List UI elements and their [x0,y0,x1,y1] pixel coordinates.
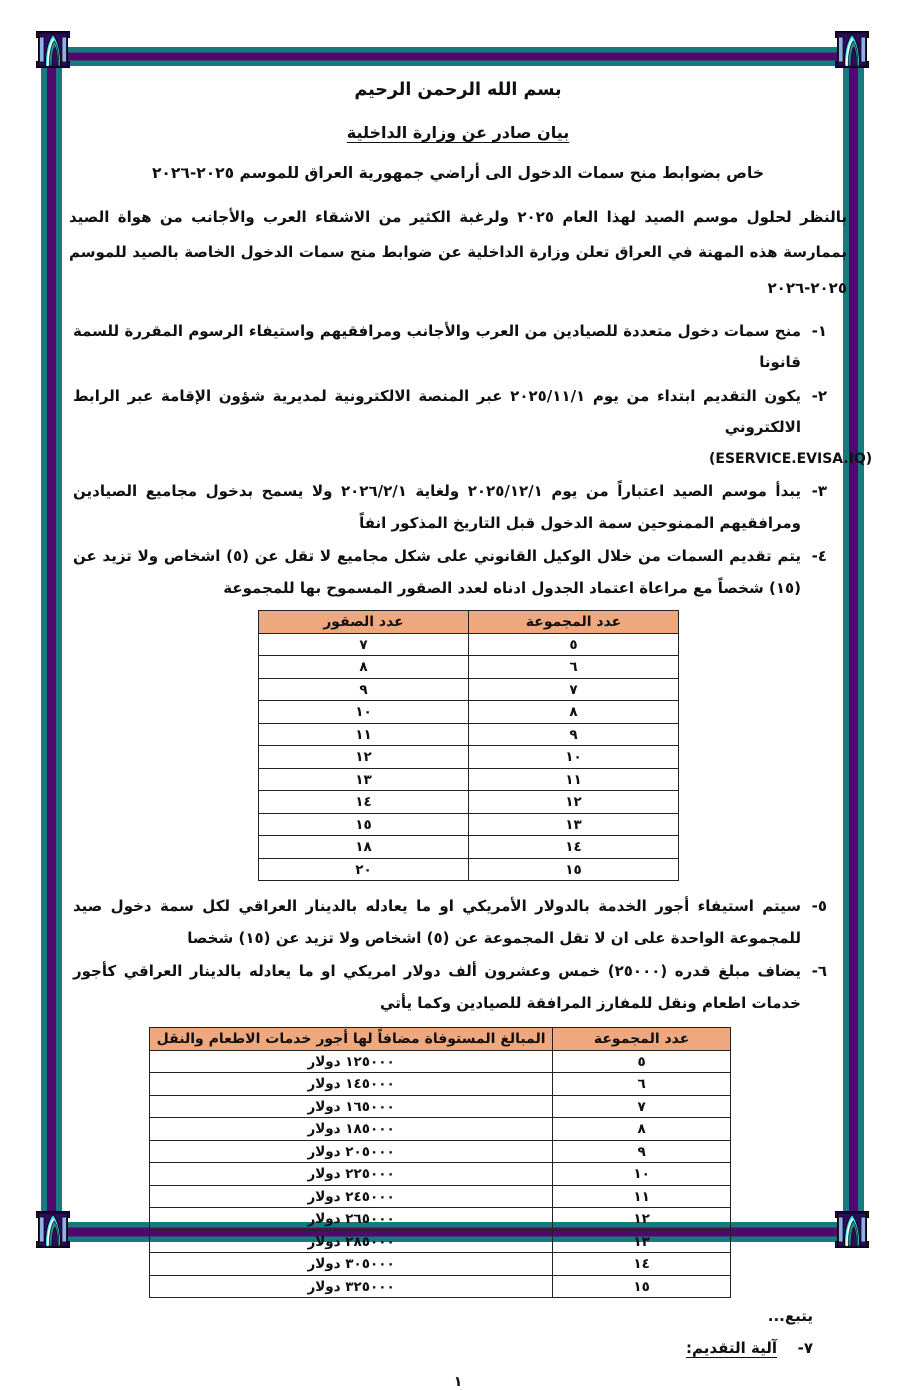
basmala-line: بسم الله الرحمن الرحيم [354,80,562,100]
list-item-number: ٣- [811,482,827,501]
corner-arch-ornament-icon [36,31,70,68]
table-cell: ٢٠٥٠٠٠ دولار [150,1140,553,1163]
table-cell: ١٥ [469,858,679,881]
table-cell: ١٢ [259,746,469,769]
table-header-cell: عدد الصقور [259,611,469,634]
clause-7-label: آلية التقديم: [686,1339,777,1358]
table-row [150,1073,731,1096]
table-row [150,1118,731,1141]
table-cell: ٦ [469,656,679,679]
table-cell: ٣٠٥٠٠٠ دولار [150,1253,553,1276]
table-cell: ١٥ [553,1275,731,1298]
list-item-text: يكون التقديم ابتداء من يوم ٢٠٢٥/١١/١ عبر المنصة الالكترونية لمديرية شؤون الإقامة عبر الرابط الالكتروني [73,386,801,437]
table-cell: ٥ [553,1050,731,1073]
list-item-text: منح سمات دخول متعددة للصيادين من العرب والأجانب ومرافقيهم واستيفاء الرسوم المقررة للسمة قانونا [73,321,801,372]
table-header-cell: عدد المجموعة [553,1028,731,1051]
document-content [69,80,873,1390]
falcons-per-group-table [258,610,679,881]
intro-paragraph: بالنظر لحلول موسم الصيد لهذا العام ٢٠٢٥ ولرغبة الكثير من الاشقاء العرب والأجانب من هواة الصيد بممارسة هذه المهنة في العراق تعلن وزارة الداخلية عن ضوابط منح سمات الدخول الخاصة بالصيد للموسم ٢٠٢٥-٢٠٢٦ [69,208,847,297]
table-cell: ١٤ [259,791,469,814]
continued-note: يتبع... [767,1307,813,1326]
table-cell: ٨ [469,701,679,724]
table-header-cell: عدد المجموعة [469,611,679,634]
list-item-number: ٢- [811,386,827,405]
table-header-row [150,1028,731,1051]
table-cell: ٢٤٥٠٠٠ دولار [150,1185,553,1208]
table-row [259,858,679,881]
table-cell: ٥ [469,633,679,656]
table-cell: ١١ [259,723,469,746]
list-item [69,316,847,379]
regulations-list-1 [69,316,873,605]
table-cell: ٨ [553,1118,731,1141]
frame-border-left [41,50,62,1230]
table-cell: ٢٨٥٠٠٠ دولار [150,1230,553,1253]
page-number: ١ [453,1374,463,1390]
table-row [150,1208,731,1231]
table-row [259,813,679,836]
table-cell: ١٠ [469,746,679,769]
table-cell: ١٣ [553,1230,731,1253]
list-item-text: يبدأ موسم الصيد اعتباراً من يوم ٢٠٢٥/١٢/١ ولغاية ٢٠٢٦/٢/١ ولا يسمح بدخول مجاميع الصيادين ومرافقيهم الممنوحين سمة الدخول قبل التاريخ المذكور انفاً [73,482,801,532]
table-header-cell: المبالغ المستوفاة مضافاً لها أجور خدمات الاطعام والنقل [150,1028,553,1051]
table-row [150,1163,731,1186]
table-cell: ٦ [553,1073,731,1096]
subject-line: خاص بضوابط منح سمات الدخول الى أراضي جمهورية العراق للموسم ٢٠٢٥-٢٠٢٦ [151,164,765,182]
table-cell: ١٠ [259,701,469,724]
table-cell: ١٢٥٠٠٠ دولار [150,1050,553,1073]
table-row [150,1050,731,1073]
list-item-text: سيتم استيفاء أجور الخدمة بالدولار الأمريكي او ما يعادله بالدينار العراقي لكل سمة دخول صيد للمجموعة الواحدة على ان لا تقل المجموعة عن (٥) اشخاص ولا تزيد عن (١٥) شخصا [73,897,801,947]
table-cell: ١١ [553,1185,731,1208]
table-cell: ٨ [259,656,469,679]
table-cell: ١٨٥٠٠٠ دولار [150,1118,553,1141]
table-row [259,791,679,814]
table-row [150,1095,731,1118]
table-cell: ٢٠ [259,858,469,881]
table-cell: ٧ [553,1095,731,1118]
table-row [150,1185,731,1208]
list-item-number: ٥- [811,897,827,916]
table-row [259,723,679,746]
table-cell: ٣٢٥٠٠٠ دولار [150,1275,553,1298]
table-header-row [259,611,679,634]
list-item [69,541,847,604]
table-cell: ١٤ [469,836,679,859]
list-item [69,891,847,954]
fees-per-group-table [149,1027,731,1298]
list-item [69,956,847,1019]
table-cell: ١١ [469,768,679,791]
footer-lines [69,1304,847,1360]
frame-border-top [53,47,853,66]
clause-7-heading [69,1336,813,1360]
list-item [69,381,847,444]
table-row [150,1253,731,1276]
table-cell: ٢٢٥٠٠٠ دولار [150,1163,553,1186]
table-cell: ٩ [469,723,679,746]
list-item-text: يضاف مبلغ قدره (٢٥٠٠٠) خمس وعشرون ألف دولار امريكي او ما يعادله بالدينار العراقي كأجور خدمات اطعام ونقل للمفارز المرافقة للصيادين وكما يأتي [73,962,801,1012]
table-cell: ٢٦٥٠٠٠ دولار [150,1208,553,1231]
table-cell: ١٤٥٠٠٠ دولار [150,1073,553,1096]
list-item-number: ٤- [811,547,827,566]
statement-title-text: بيان صادر عن وزارة الداخلية [346,123,570,142]
table-cell: ١٦٥٠٠٠ دولار [150,1095,553,1118]
table-row [259,701,679,724]
table-cell: ١٠ [553,1163,731,1186]
table-cell: ١٢ [553,1208,731,1231]
list-item-number: ٦- [811,962,827,981]
table-row [259,656,679,679]
corner-arch-ornament-icon [36,1211,70,1248]
list-item-number: ١- [811,321,827,340]
table-row [150,1230,731,1253]
table-row [259,678,679,701]
table-row [259,746,679,769]
list-item-number: ٧- [797,1339,813,1358]
list-item [69,476,847,539]
table-cell: ٩ [553,1140,731,1163]
table-cell: ١٣ [259,768,469,791]
table-cell: ٧ [259,633,469,656]
table-cell: ١٥ [259,813,469,836]
table-cell: ١٨ [259,836,469,859]
list-item-subline: (ESERVICE.EVISA.IQ) [709,450,873,467]
table-cell: ١٣ [469,813,679,836]
corner-arch-ornament-icon [835,31,869,68]
table-row [259,633,679,656]
table-cell: ١٢ [469,791,679,814]
table-row [150,1275,731,1298]
table-cell: ١٤ [553,1253,731,1276]
corner-arch-ornament-icon [835,1211,869,1248]
table-row [259,768,679,791]
regulations-list-2 [69,891,847,1019]
table-cell: ٧ [469,678,679,701]
statement-title [69,123,847,142]
list-item-text: يتم تقديم السمات من خلال الوكيل القانوني على شكل مجاميع لا تقل عن (٥) اشخاص ولا تزيد عن (١٥) شخصاً مع مراعاة اعتماد الجدول ادناه لعدد الصقور المسموح بها للمجموعة [73,547,801,597]
table-row [259,836,679,859]
table-row [150,1140,731,1163]
table-cell: ٩ [259,678,469,701]
